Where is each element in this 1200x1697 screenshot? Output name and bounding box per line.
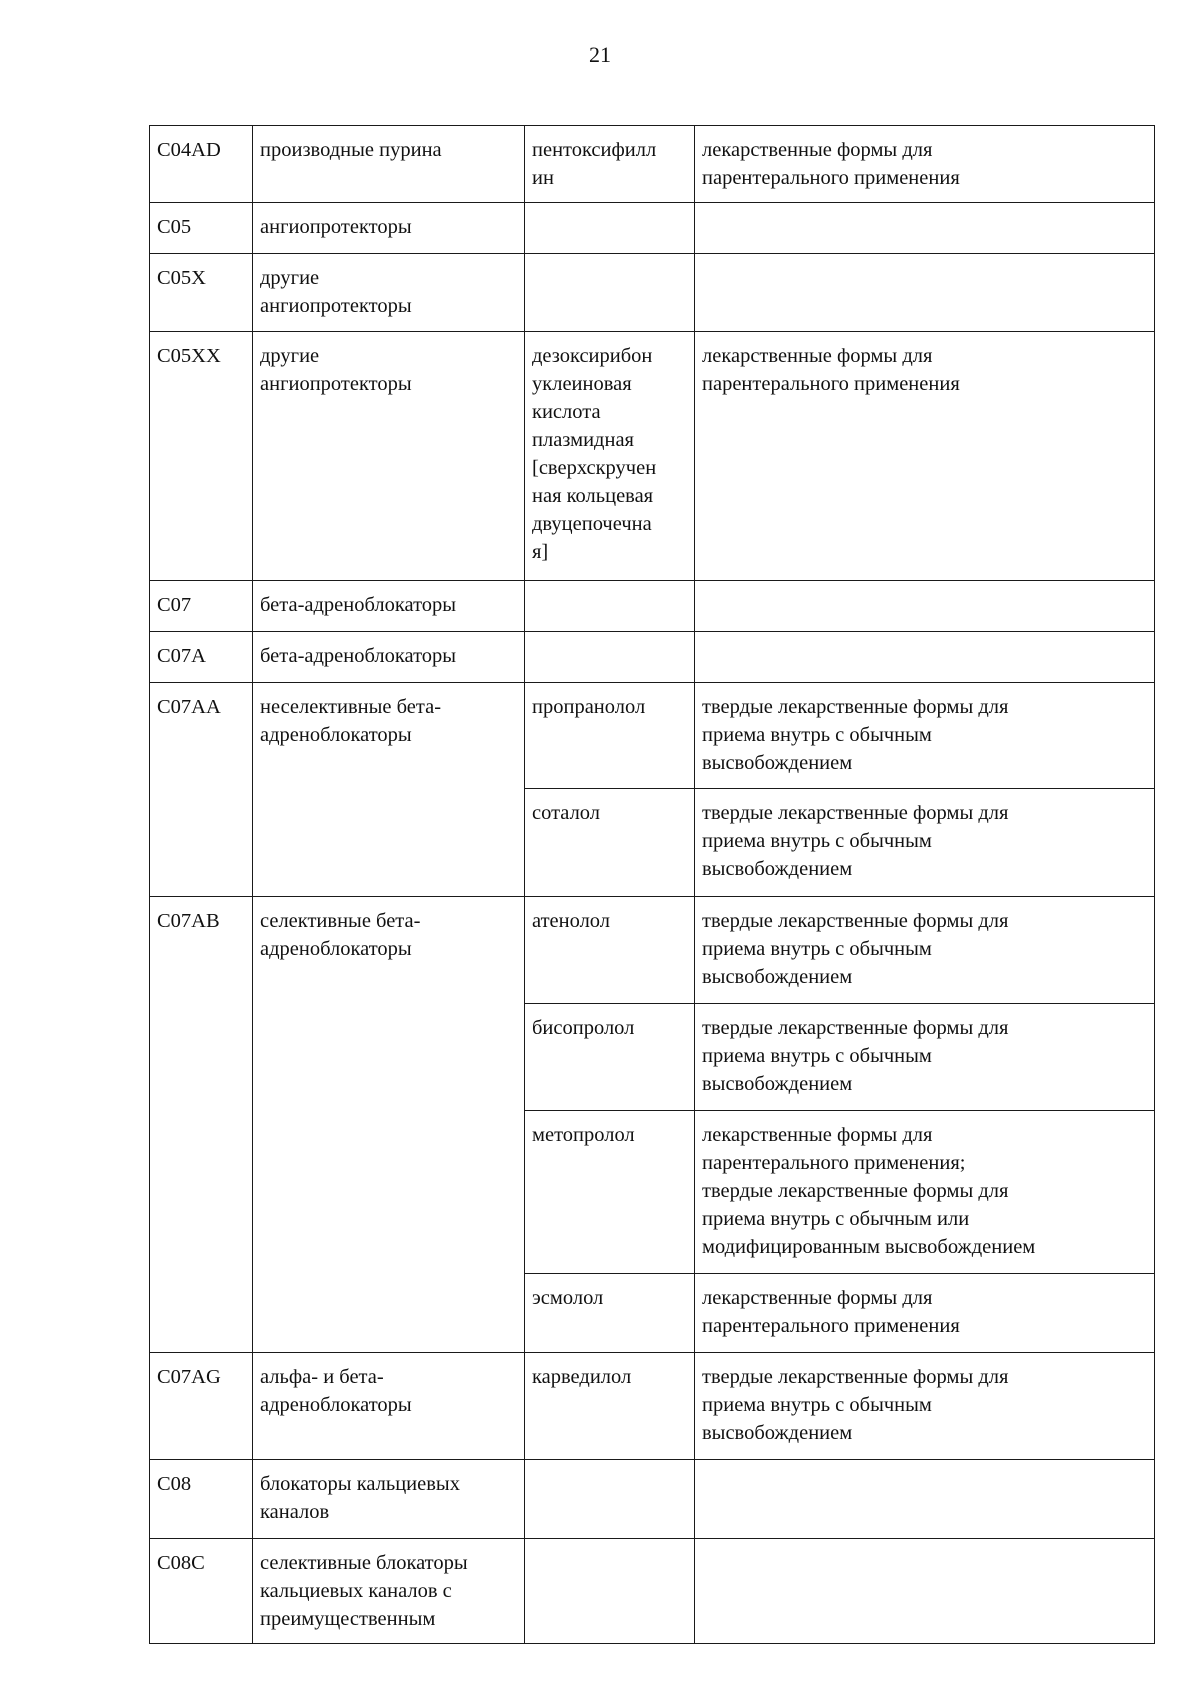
substance-cell <box>525 683 695 789</box>
drug-substance: пропранолол <box>532 696 646 718</box>
table-row <box>150 683 1155 789</box>
drug-substance: бисопролол <box>532 1017 635 1039</box>
pharmacological-group: селективные бета- адреноблокаторы <box>260 910 421 960</box>
form-cell <box>695 254 1155 332</box>
drug-substance: пентоксифилл ин <box>532 139 657 189</box>
drug-table <box>149 125 1155 1644</box>
table-row <box>150 632 1155 683</box>
atc-code: C05XX <box>157 345 221 367</box>
atc-code: C07A <box>157 645 206 667</box>
table-row <box>150 581 1155 632</box>
table-row <box>150 897 1155 1004</box>
dosage-form: твердые лекарственные формы для приема внутрь с обычным высвобождением <box>702 910 1009 988</box>
group-cell <box>253 683 525 897</box>
dosage-form: твердые лекарственные формы для приема внутрь с обычным высвобождением <box>702 802 1009 880</box>
form-cell <box>695 1274 1155 1353</box>
drug-substance: дезоксирибон уклеиновая кислота плазмидная [сверхскручен ная кольцевая двуцепочечна я] <box>532 345 657 563</box>
table-row <box>150 1460 1155 1539</box>
table-row <box>150 1353 1155 1460</box>
drug-substance: атенолол <box>532 910 611 932</box>
form-cell <box>695 1353 1155 1460</box>
substance-cell <box>525 1539 695 1644</box>
drug-substance: карведилол <box>532 1366 632 1388</box>
form-cell <box>695 1460 1155 1539</box>
substance-cell <box>525 1274 695 1353</box>
pharmacological-group: бета-адреноблокаторы <box>260 594 457 616</box>
atc-code-cell <box>150 332 253 581</box>
atc-code-cell <box>150 897 253 1353</box>
form-cell <box>695 581 1155 632</box>
atc-code: C07AA <box>157 696 221 718</box>
substance-cell <box>525 1353 695 1460</box>
substance-cell <box>525 1004 695 1111</box>
substance-cell <box>525 126 695 203</box>
atc-code-cell <box>150 126 253 203</box>
dosage-form: твердые лекарственные формы для приема внутрь с обычным высвобождением <box>702 696 1009 774</box>
dosage-form: лекарственные формы для парентерального применения; твердые лекарственные формы для приема внутрь с обычным или модифицированным высвобождением <box>702 1124 1036 1258</box>
drug-substance: метопролол <box>532 1124 635 1146</box>
table-row <box>150 254 1155 332</box>
atc-code-cell <box>150 1353 253 1460</box>
atc-code-cell <box>150 1460 253 1539</box>
substance-cell <box>525 897 695 1004</box>
substance-cell <box>525 1111 695 1274</box>
form-cell <box>695 203 1155 254</box>
substance-cell <box>525 203 695 254</box>
atc-code-cell <box>150 254 253 332</box>
form-cell <box>695 1111 1155 1274</box>
form-cell <box>695 683 1155 789</box>
form-cell <box>695 897 1155 1004</box>
atc-code: C08 <box>157 1473 192 1495</box>
group-cell <box>253 1353 525 1460</box>
atc-code: C05 <box>157 216 192 238</box>
atc-code-cell <box>150 632 253 683</box>
group-cell <box>253 1539 525 1644</box>
group-cell <box>253 126 525 203</box>
dosage-form: лекарственные формы для парентерального применения <box>702 345 960 395</box>
pharmacological-group: блокаторы кальциевых каналов <box>260 1473 460 1523</box>
atc-code-cell <box>150 683 253 897</box>
substance-cell <box>525 581 695 632</box>
atc-code: C07AB <box>157 910 220 932</box>
substance-cell <box>525 789 695 897</box>
page-number: 21 <box>589 42 611 67</box>
dosage-form: твердые лекарственные формы для приема внутрь с обычным высвобождением <box>702 1017 1009 1095</box>
group-cell <box>253 203 525 254</box>
pharmacological-group: селективные блокаторы кальциевых каналов с преимущественным <box>260 1552 468 1630</box>
substance-cell <box>525 1460 695 1539</box>
group-cell <box>253 332 525 581</box>
dosage-form: твердые лекарственные формы для приема внутрь с обычным высвобождением <box>702 1366 1009 1444</box>
substance-cell <box>525 632 695 683</box>
group-cell <box>253 1460 525 1539</box>
form-cell <box>695 632 1155 683</box>
substance-cell <box>525 254 695 332</box>
atc-code: C04AD <box>157 139 221 161</box>
atc-code: C05X <box>157 267 206 289</box>
atc-code: C07 <box>157 594 192 616</box>
pharmacological-group: производные пурина <box>260 139 442 161</box>
table-row <box>150 332 1155 581</box>
pharmacological-group: другие ангиопротекторы <box>260 267 412 317</box>
atc-code-cell <box>150 1539 253 1644</box>
group-cell <box>253 581 525 632</box>
form-cell <box>695 1539 1155 1644</box>
group-cell <box>253 897 525 1353</box>
form-cell <box>695 1004 1155 1111</box>
table-row <box>150 126 1155 203</box>
group-cell <box>253 254 525 332</box>
atc-code-cell <box>150 581 253 632</box>
form-cell <box>695 789 1155 897</box>
pharmacological-group: ангиопротекторы <box>260 216 412 238</box>
pharmacological-group: другие ангиопротекторы <box>260 345 412 395</box>
pharmacological-group: бета-адреноблокаторы <box>260 645 457 667</box>
table-row <box>150 203 1155 254</box>
pharmacological-group: альфа- и бета- адреноблокаторы <box>260 1366 412 1416</box>
table-row <box>150 1539 1155 1644</box>
atc-code-cell <box>150 203 253 254</box>
drug-substance: эсмолол <box>532 1287 604 1309</box>
pharmacological-group: неселективные бета- адреноблокаторы <box>260 696 442 746</box>
group-cell <box>253 632 525 683</box>
substance-cell <box>525 332 695 581</box>
atc-code: C08C <box>157 1552 205 1574</box>
dosage-form: лекарственные формы для парентерального применения <box>702 1287 960 1337</box>
dosage-form: лекарственные формы для парентерального применения <box>702 139 960 189</box>
form-cell <box>695 126 1155 203</box>
atc-code: C07AG <box>157 1366 221 1388</box>
drug-substance: соталол <box>532 802 601 824</box>
form-cell <box>695 332 1155 581</box>
